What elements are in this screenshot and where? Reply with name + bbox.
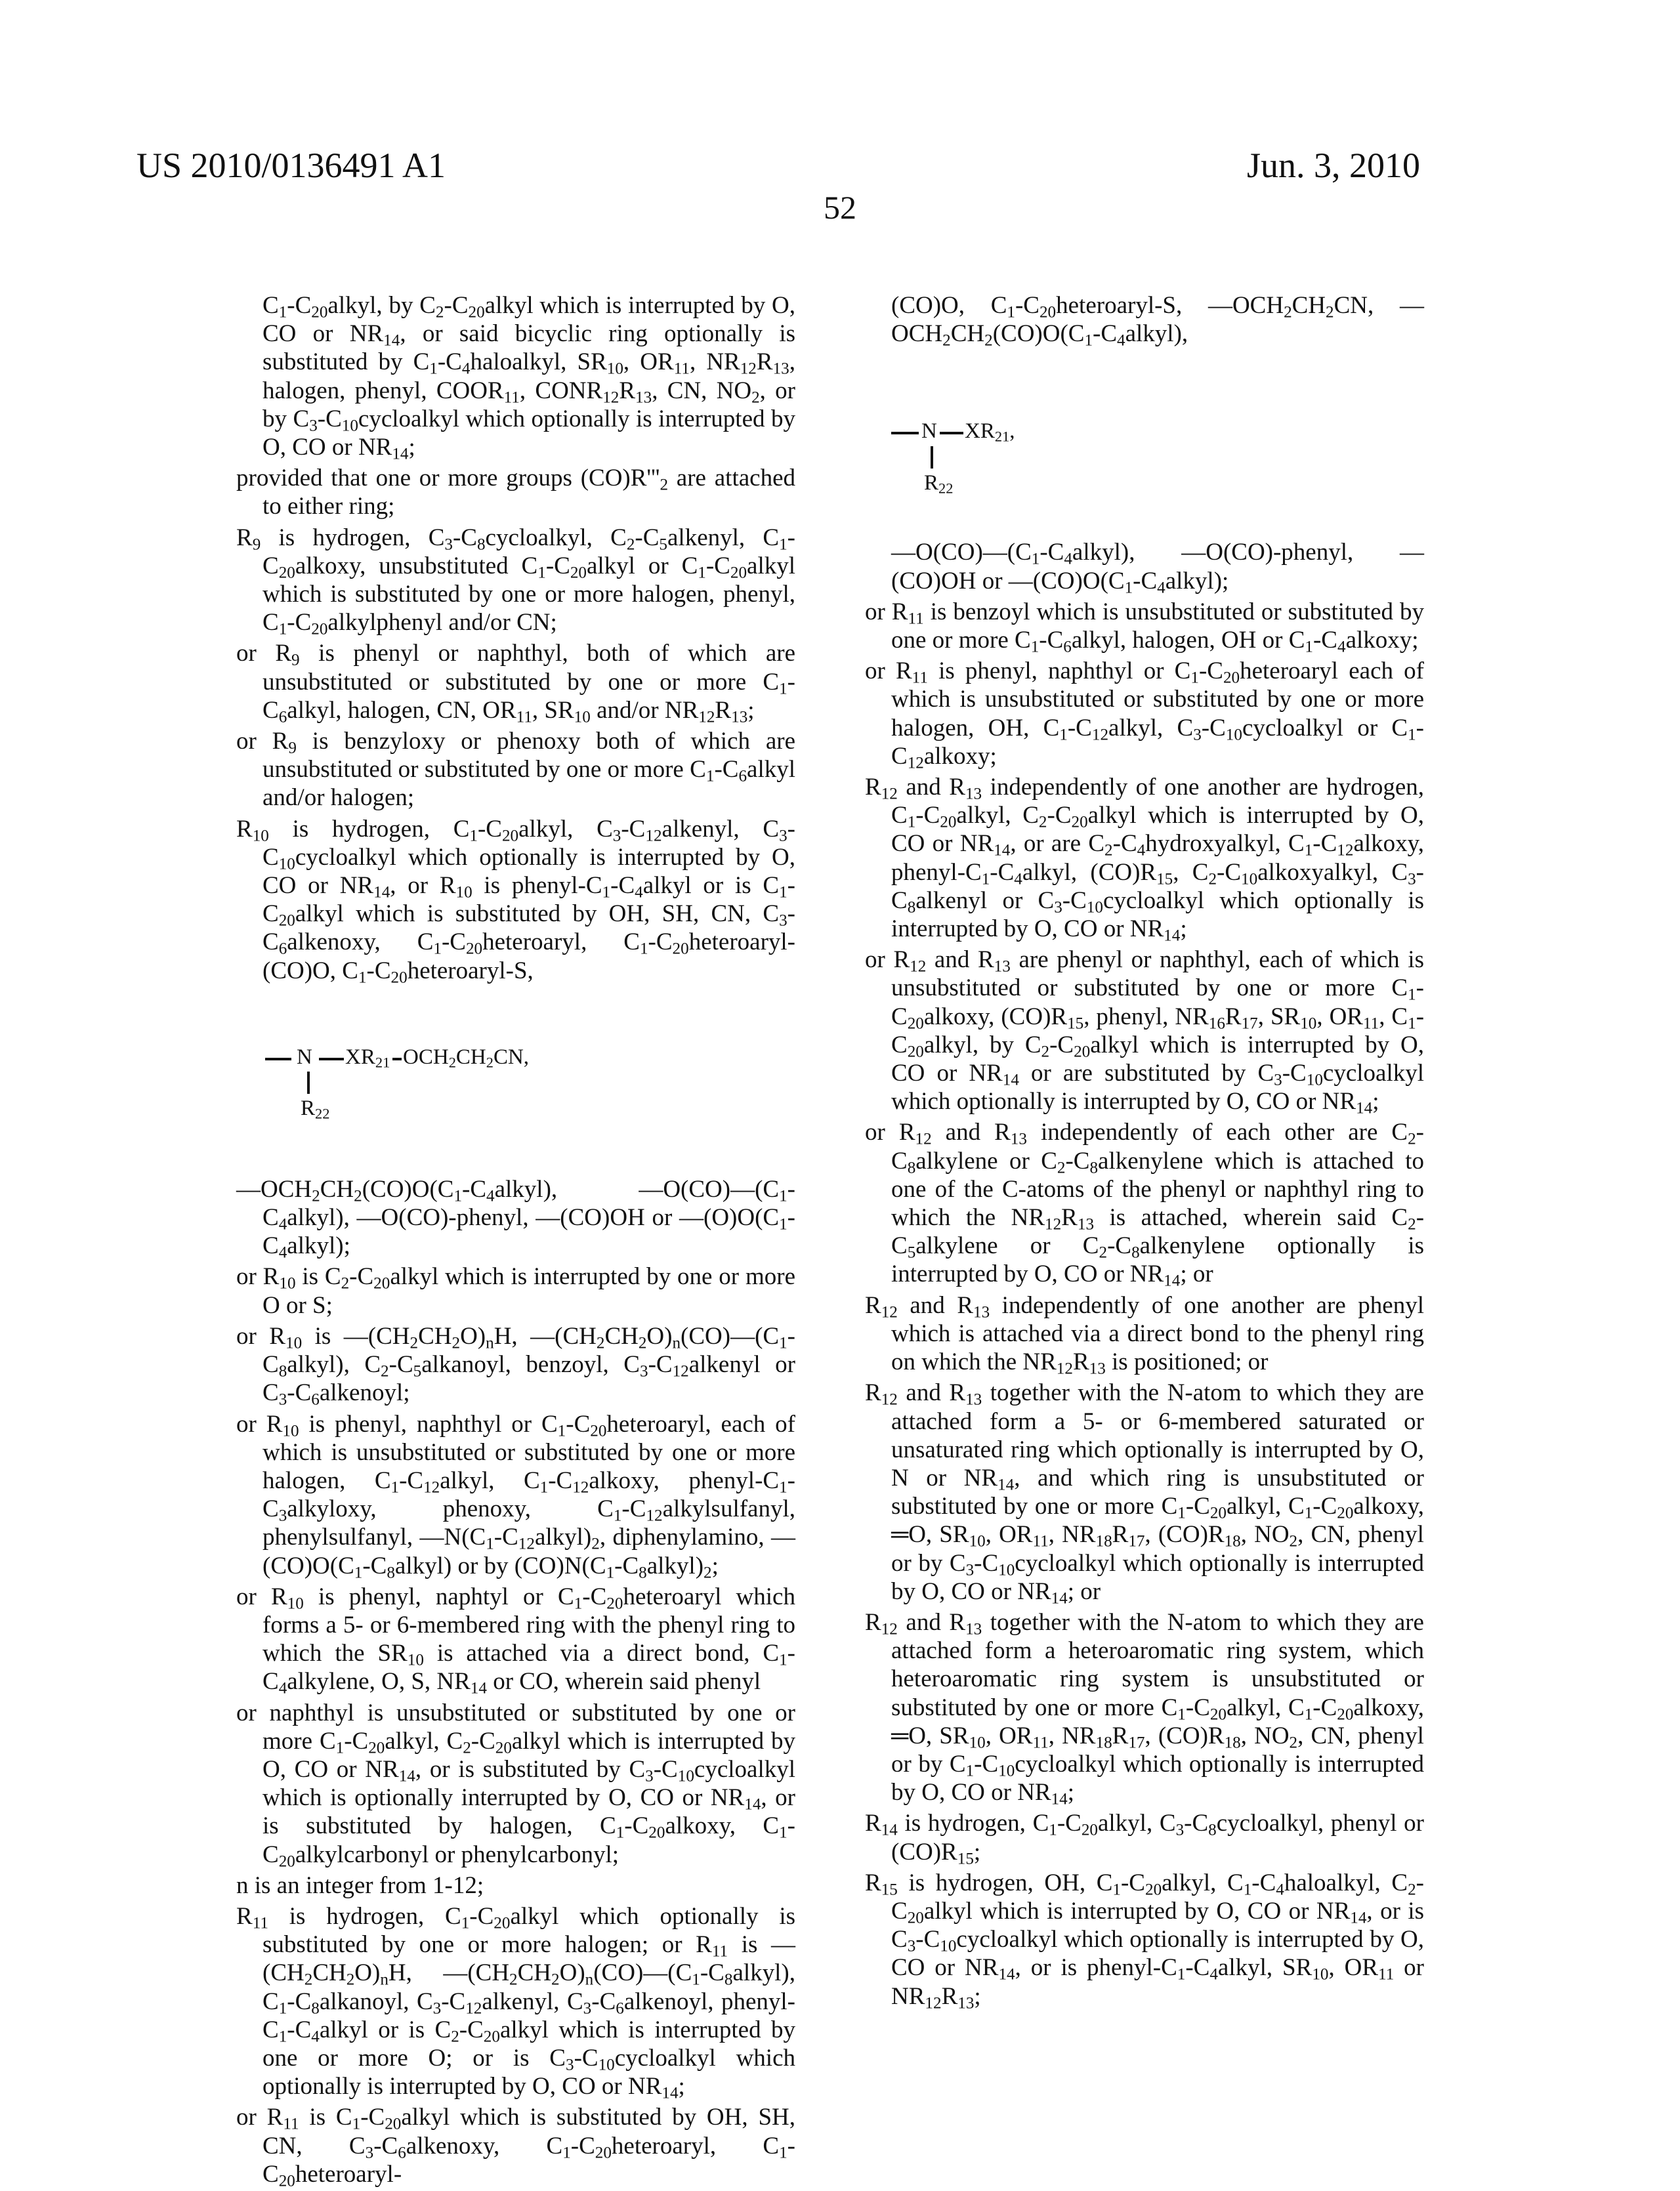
paragraph: or R9 is benzyloxy or phenoxy both of which are unsubstituted or substituted by one or more C1-C6alkyl and/or halogen;	[236, 727, 795, 812]
chemical-structure-right	[865, 350, 1424, 538]
paragraph: —OCH2CH2(CO)O(C1-C4alkyl), —O(CO)—(C1-C4alkyl), —O(CO)-phenyl, —(CO)OH or —(O)O(C1-C4alkyl);	[236, 1175, 795, 1261]
paragraph: or R12 and R13 are phenyl or naphthyl, each of which is unsubstituted or substituted by one or more C1-C20alkoxy, (CO)R15, phenyl, NR16R17, SR10, OR11, C1-C20alkyl, by C2-C20alkyl which is interrupted by O, CO or NR14 or are substituted by C3-C10cycloalkyl which optionally is interrupted by O, CO or NR14;	[865, 946, 1424, 1116]
right-column	[865, 291, 1424, 2013]
paragraph: R15 is hydrogen, OH, C1-C20alkyl, C1-C4haloalkyl, C2-C20alkyl which is interrupted by O, CO or NR14, or is C3-C10cycloalkyl which optionally is interrupted by O, CO or NR14, or is phenyl-C1-C4alkyl, SR10, OR11 or NR12R13;	[865, 1869, 1424, 2011]
page-number: 52	[0, 188, 1680, 227]
paragraph: or R12 and R13 independently of each other are C2-C8alkylene or C2-C8alkenylene which is attached to one of the C-atoms of the phenyl or naphthyl ring to which the NR12R13 is attached, wherein said C2-C5alkylene or C2-C8alkenylene optionally is interrupted by O, CO or NR14; or	[865, 1118, 1424, 1288]
bond-line	[891, 432, 919, 434]
right-paragraphs-b	[865, 538, 1424, 2010]
paragraph: or naphthyl is unsubstituted or substituted by one or more C1-C20alkyl, C2-C20alkyl which is interrupted by O, CO or NR14, or is substituted by C3-C10cycloalkyl which is optionally interrupted by O, CO or NR14, or is substituted by halogen, C1-C20alkoxy, C1-C20alkylcarbonyl or phenylcarbonyl;	[236, 1699, 795, 1869]
bond-line-vertical	[931, 446, 933, 469]
paragraph: R11 is hydrogen, C1-C20alkyl which optionally is substituted by one or more halogen; or R11 is —(CH2CH2O)nH, —(CH2CH2O)n(CO)—(C1-C8alkyl), C1-C8alkanoyl, C3-C12alkenyl, C3-C6alkenoyl, phenyl-C1-C4alkyl or is C2-C20alkyl which is interrupted by one or more O; or is C3-C10cycloalkyl which optionally is interrupted by O, CO or NR14;	[236, 1902, 795, 2100]
paragraph: R12 and R13 independently of one another are hydrogen, C1-C20alkyl, C2-C20alkyl which is interrupted by O, CO or NR14, or are C2-C4hydroxyalkyl, C1-C12alkoxy, phenyl-C1-C4alkyl, (CO)R15, C2-C10alkoxyalkyl, C3-C8alkenyl or C3-C10cycloalkyl which optionally is interrupted by O, CO or NR14;	[865, 773, 1424, 943]
bond-line-vertical	[307, 1072, 310, 1094]
paragraph: C1-C20alkyl, by C2-C20alkyl which is interrupted by O, CO or NR14, or said bicyclic ring optionally is substituted by C1-C4haloalkyl, SR10, OR11, NR12R13, halogen, phenyl, COOR11, CONR12R13, CN, NO2, or by C3-C10cycloalkyl which optionally is interrupted by O, CO or NR14;	[236, 291, 795, 461]
paragraph: R10 is hydrogen, C1-C20alkyl, C3-C12alkenyl, C3-C10cycloalkyl which optionally is interrupted by O, CO or NR14, or R10 is phenyl-C1-C4alkyl or is C1-C20alkyl which is substituted by OH, SH, CN, C3-C6alkenoxy, C1-C20heteroaryl, C1-C20heteroaryl-(CO)O, C1-C20heteroaryl-S,	[236, 815, 795, 985]
paragraph: R12 and R13 together with the N-atom to which they are attached form a 5- or 6-membered saturated or unsaturated ring which optionally is interrupted by O, N or NR14, and which ring is unsubstituted or substituted by one or more C1-C20alkyl, C1-C20alkoxy, ═O, SR10, OR11, NR18R17, (CO)R18, NO2, CN, phenyl or by C3-C10cycloalkyl which optionally is interrupted by O, CO or NR14; or	[865, 1379, 1424, 1606]
paragraph: n is an integer from 1-12;	[236, 1871, 795, 1900]
chemical-structure-left	[236, 988, 795, 1175]
left-column	[236, 291, 795, 2191]
publication-date: Jun. 3, 2010	[1247, 146, 1420, 185]
left-paragraphs-a	[236, 291, 795, 985]
paragraph: or R10 is phenyl, naphtyl or C1-C20heteroaryl which forms a 5- or 6-membered ring with the phenyl ring to which the SR10 is attached via a direct bond, C1-C4alkylene, O, S, NR14 or CO, wherein said phenyl	[236, 1583, 795, 1696]
structure-substituent: R22	[924, 471, 953, 495]
right-paragraphs-a	[865, 291, 1424, 348]
paragraph: or R9 is phenyl or naphthyl, both of which are unsubstituted or substituted by one or more C1-C6alkyl, halogen, CN, OR11, SR10 and/or NR12R13;	[236, 639, 795, 724]
publication-number: US 2010/0136491 A1	[136, 146, 446, 185]
paragraph: R14 is hydrogen, C1-C20alkyl, C3-C8cycloalkyl, phenyl or (CO)R15;	[865, 1809, 1424, 1866]
structure-group-x: XR21,	[965, 419, 1015, 443]
paragraph: R12 and R13 independently of one another are phenyl which is attached via a direct bond to the phenyl ring on which the NR12R13 is positioned; or	[865, 1291, 1424, 1377]
structure-substituent: R22	[301, 1096, 329, 1120]
left-paragraphs-b	[236, 1175, 795, 2188]
paragraph: or R10 is C2-C20alkyl which is interrupted by one or more O or S;	[236, 1262, 795, 1319]
structure-group-tail: OCH2CH2CN,	[403, 1045, 529, 1069]
bond-line	[319, 1058, 344, 1060]
structure-group-x: XR21	[345, 1045, 390, 1069]
paragraph: (CO)O, C1-C20heteroaryl-S, —OCH2CH2CN, —OCH2CH2(CO)O(C1-C4alkyl),	[865, 291, 1424, 348]
paragraph: or R11 is benzoyl which is unsubstituted or substituted by one or more C1-C6alkyl, halogen, OH or C1-C4alkoxy;	[865, 598, 1424, 654]
paragraph: R12 and R13 together with the N-atom to which they are attached form a heteroaromatic ring system, which heteroaromatic ring system is unsubstituted or substituted by one or more C1-C20alkyl, C1-C20alkoxy, ═O, SR10, OR11, NR18R17, (CO)R18, NO2, CN, phenyl or by C1-C10cycloalkyl which optionally is interrupted by O, CO or NR14;	[865, 1608, 1424, 1806]
bond-line	[940, 432, 963, 434]
paragraph: or R11 is phenyl, naphthyl or C1-C20heteroaryl each of which is unsubstituted or substituted by one or more halogen, OH, C1-C12alkyl, C3-C10cycloalkyl or C1-C12alkoxy;	[865, 657, 1424, 770]
bond-line	[392, 1058, 402, 1060]
paragraph: or R11 is C1-C20alkyl which is substituted by OH, SH, CN, C3-C6alkenoxy, C1-C20heteroaryl, C1-C20heteroaryl-	[236, 2103, 795, 2188]
paragraph: —O(CO)—(C1-C4alkyl), —O(CO)-phenyl, —(CO)OH or —(CO)O(C1-C4alkyl);	[865, 538, 1424, 595]
bond-line	[265, 1058, 291, 1060]
paragraph: R9 is hydrogen, C3-C8cycloalkyl, C2-C5alkenyl, C1-C20alkoxy, unsubstituted C1-C20alkyl or C1-C20alkyl which is substituted by one or more halogen, phenyl, C1-C20alkylphenyl and/or CN;	[236, 524, 795, 637]
paragraph: or R10 is —(CH2CH2O)nH, —(CH2CH2O)n(CO)—(C1-C8alkyl), C2-C5alkanoyl, benzoyl, C3-C12alkenyl or C3-C6alkenoyl;	[236, 1322, 795, 1408]
structure-atom-n: N	[921, 419, 937, 443]
paragraph: provided that one or more groups (CO)R'''2 are attached to either ring;	[236, 464, 795, 520]
structure-atom-n: N	[297, 1045, 312, 1069]
paragraph: or R10 is phenyl, naphthyl or C1-C20heteroaryl, each of which is unsubstituted or substituted by one or more halogen, C1-C12alkyl, C1-C12alkoxy, phenyl-C1-C3alkyloxy, phenoxy, C1-C12alkylsulfanyl, phenylsulfanyl, —N(C1-C12alkyl)2, diphenylamino, —(CO)O(C1-C8alkyl) or by (CO)N(C1-C8alkyl)2;	[236, 1410, 795, 1580]
